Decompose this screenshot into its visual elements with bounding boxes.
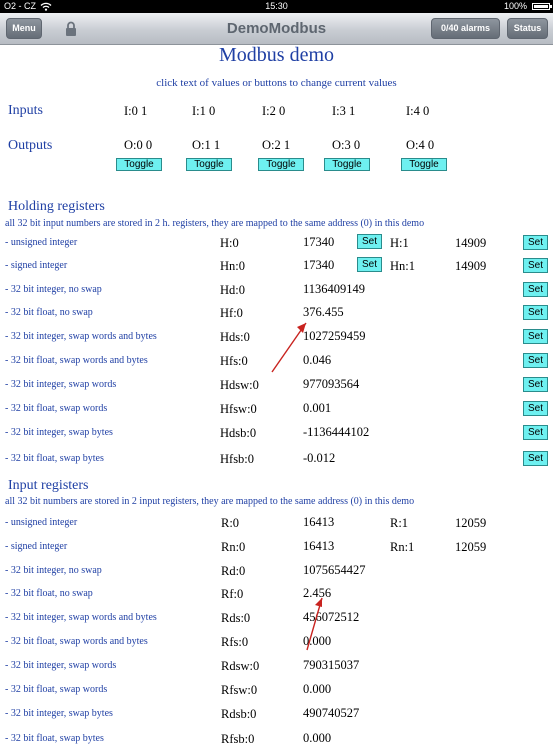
input-register-name-2: Rn:1 — [390, 540, 415, 554]
input-register-name: Rdsb:0 — [221, 707, 257, 721]
input-register-row-label: - 32 bit float, no swap — [5, 588, 93, 599]
toggle-output-1-button[interactable]: Toggle — [186, 158, 232, 171]
input-register-name: Rn:0 — [221, 540, 246, 554]
battery-percent: 100% — [503, 1, 527, 11]
holding-row-label: - 32 bit float, no swap — [5, 307, 93, 318]
input-register-value: 2.456 — [303, 586, 332, 600]
toggle-output-0-button[interactable]: Toggle — [116, 158, 162, 171]
input-register-row-label: - unsigned integer — [5, 517, 78, 528]
holding-register-name: Hf:0 — [220, 306, 243, 320]
app-title: DemoModbus — [226, 20, 327, 37]
output-4[interactable]: O:4 0 — [406, 138, 435, 152]
input-register-name: R:0 — [221, 516, 240, 530]
carrier-label: O2 - CZ — [4, 1, 37, 11]
holding-set-button[interactable]: Set — [357, 234, 382, 249]
input-3[interactable]: I:3 1 — [332, 104, 356, 118]
input-register-name: Rd:0 — [221, 564, 246, 578]
holding-set-button[interactable]: Set — [523, 258, 548, 273]
input-registers-note: all 32 bit numbers are stored in 2 input registers, they are mapped to the same address (0) in this demo — [5, 496, 415, 507]
holding-register-value[interactable]: 0.001 — [303, 401, 332, 415]
holding-row-label: - 32 bit integer, no swap — [5, 284, 102, 295]
input-register-value: 490740527 — [303, 706, 360, 720]
input-register-name: Rfsw:0 — [221, 683, 258, 697]
holding-set-button[interactable]: Set — [523, 377, 548, 392]
input-register-value: 790315037 — [303, 658, 360, 672]
holding-set-button[interactable]: Set — [523, 329, 548, 344]
holding-register-name: Hds:0 — [220, 330, 250, 344]
input-0[interactable]: I:0 1 — [124, 104, 148, 118]
holding-registers-title: Holding registers — [8, 199, 105, 214]
holding-register-name-2: Hn:1 — [390, 259, 415, 273]
input-register-row-label: - 32 bit integer, no swap — [5, 565, 102, 576]
input-register-name: Rdsw:0 — [221, 659, 260, 673]
holding-set-button[interactable]: Set — [523, 451, 548, 466]
page-title: Modbus demo — [219, 44, 334, 66]
alarms-button[interactable]: 0/40 alarms — [431, 18, 500, 39]
holding-register-name: Hd:0 — [220, 283, 245, 297]
input-register-row-label: - 32 bit float, swap words and bytes — [5, 636, 148, 647]
input-register-name: Rf:0 — [221, 587, 244, 601]
input-register-row-label: - 32 bit float, swap words — [5, 684, 108, 695]
holding-row-label: - 32 bit integer, swap words and bytes — [5, 331, 157, 342]
holding-register-name: H:0 — [220, 236, 239, 250]
holding-register-value[interactable]: 1136409149 — [303, 282, 366, 296]
input-register-value-2: 12059 — [455, 540, 487, 554]
input-registers-title: Input registers — [8, 478, 89, 493]
input-register-value: 16413 — [303, 515, 335, 529]
input-register-row-label: - 32 bit integer, swap words — [5, 660, 117, 671]
toggle-output-4-button[interactable]: Toggle — [401, 158, 447, 171]
holding-set-button[interactable]: Set — [357, 257, 382, 272]
holding-register-value[interactable]: -1136444102 — [303, 425, 370, 439]
holding-register-value[interactable]: 17340 — [303, 258, 335, 272]
input-register-row-label: - 32 bit float, swap bytes — [5, 733, 104, 744]
holding-registers-note: all 32 bit input numbers are stored in 2 h. registers, they are mapped to the same address (0) in this demo — [5, 218, 425, 229]
holding-register-name: Hfsw:0 — [220, 402, 257, 416]
holding-register-value[interactable]: 0.046 — [303, 353, 332, 367]
holding-register-value[interactable]: 1027259459 — [303, 329, 366, 343]
input-register-value: 0.000 — [303, 682, 332, 696]
input-register-value: 0.000 — [303, 634, 332, 648]
clock: 15:30 — [265, 1, 288, 11]
holding-row-label: - 32 bit float, swap bytes — [5, 453, 104, 464]
holding-set-button[interactable]: Set — [523, 305, 548, 320]
toggle-output-2-button[interactable]: Toggle — [258, 158, 304, 171]
input-register-value: 1075654427 — [303, 563, 366, 577]
holding-row-label: - signed integer — [5, 260, 68, 271]
input-2[interactable]: I:2 0 — [262, 104, 286, 118]
input-register-name: Rfsb:0 — [221, 732, 255, 746]
toggle-output-3-button[interactable]: Toggle — [324, 158, 370, 171]
holding-register-value[interactable]: -0.012 — [303, 451, 336, 465]
input-1[interactable]: I:1 0 — [192, 104, 216, 118]
holding-set-button[interactable]: Set — [523, 282, 548, 297]
inputs-label: Inputs — [8, 103, 43, 118]
holding-register-name-2: H:1 — [390, 236, 409, 250]
output-0[interactable]: O:0 0 — [124, 138, 153, 152]
input-register-value-2: 12059 — [455, 516, 487, 530]
input-register-row-label: - signed integer — [5, 541, 68, 552]
holding-register-value-2[interactable]: 14909 — [455, 236, 487, 250]
holding-row-label: - 32 bit float, swap words and bytes — [5, 355, 148, 366]
outputs-label: Outputs — [8, 138, 53, 153]
holding-set-button[interactable]: Set — [523, 353, 548, 368]
holding-register-name: Hn:0 — [220, 259, 245, 273]
input-register-value: 0.000 — [303, 731, 332, 745]
holding-register-value[interactable]: 17340 — [303, 235, 335, 249]
input-register-row-label: - 32 bit integer, swap words and bytes — [5, 612, 157, 623]
instructions-text: click text of values or buttons to change current values — [156, 77, 397, 89]
output-3[interactable]: O:3 0 — [332, 138, 361, 152]
status-button[interactable]: Status — [507, 18, 548, 39]
holding-set-button[interactable]: Set — [523, 401, 548, 416]
input-register-name: Rfs:0 — [221, 635, 249, 649]
holding-row-label: - unsigned integer — [5, 237, 78, 248]
holding-set-button[interactable]: Set — [523, 235, 548, 250]
holding-set-button[interactable]: Set — [523, 425, 548, 440]
holding-register-name: Hdsw:0 — [220, 378, 259, 392]
holding-row-label: - 32 bit integer, swap words — [5, 379, 117, 390]
output-2[interactable]: O:2 1 — [262, 138, 291, 152]
input-register-value: 16413 — [303, 539, 335, 553]
menu-button[interactable]: Menu — [6, 18, 42, 39]
holding-register-name: Hfsb:0 — [220, 452, 255, 466]
holding-register-value-2[interactable]: 14909 — [455, 259, 487, 273]
holding-register-value[interactable]: 376.455 — [303, 305, 344, 319]
input-4[interactable]: I:4 0 — [406, 104, 430, 118]
input-register-row-label: - 32 bit integer, swap bytes — [5, 708, 113, 719]
holding-row-label: - 32 bit integer, swap bytes — [5, 427, 113, 438]
holding-row-label: - 32 bit float, swap words — [5, 403, 108, 414]
holding-register-value[interactable]: 977093564 — [303, 377, 360, 391]
holding-register-name: Hdsb:0 — [220, 426, 257, 440]
input-register-name-2: R:1 — [390, 516, 409, 530]
holding-register-name: Hfs:0 — [220, 354, 248, 368]
output-1[interactable]: O:1 1 — [192, 138, 221, 152]
input-register-name: Rds:0 — [221, 611, 251, 625]
input-register-value: 456072512 — [303, 610, 360, 624]
